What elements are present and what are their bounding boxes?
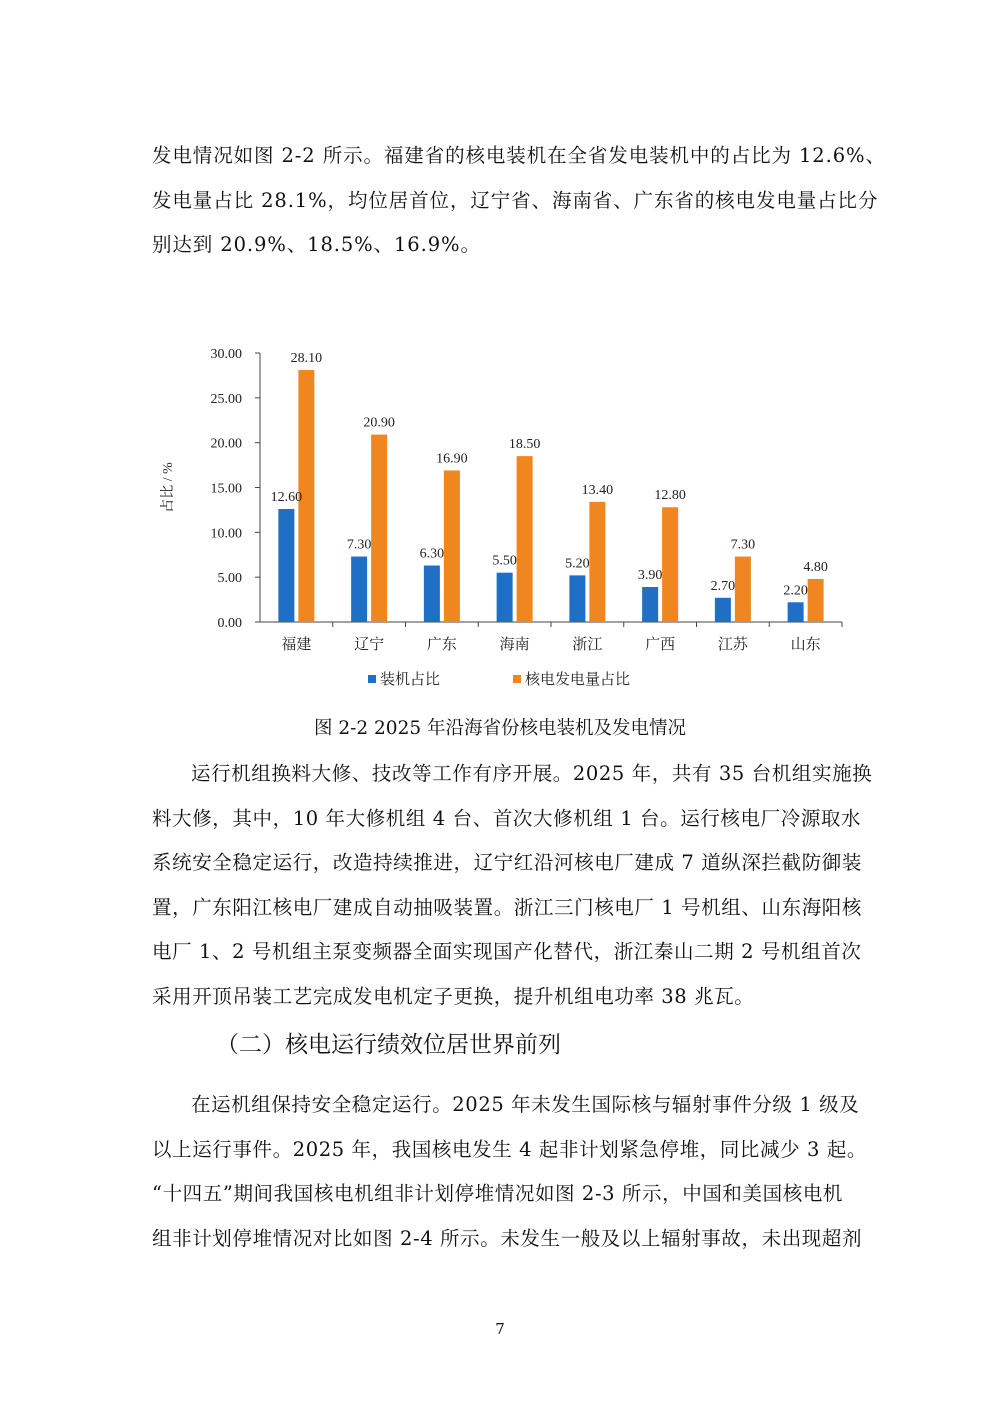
legend-label: 核电发电量占比	[525, 672, 631, 688]
paragraph-line: 发电情况如图 2-2 所示。福建省的核电装机在全省发电装机中的占比为 12.6%、	[152, 144, 886, 167]
x-tick-label: 山东	[790, 637, 821, 653]
paragraph-line: 采用开顶吊装工艺完成发电机定子更换，提升机组电功率 38 兆瓦。	[152, 984, 755, 1008]
paragraph-line: 发电量占比 28.1%，均位居首位，辽宁省、海南省、广东省的核电发电量占比分	[152, 188, 879, 212]
x-tick-label: 广东	[426, 637, 457, 653]
bar-generation	[808, 579, 824, 622]
paragraph-line: 置，广东阳江核电厂建成自动抽吸装置。浙江三门核电厂 1 号机组、山东海阳核	[152, 895, 863, 919]
legend-label: 装机占比	[380, 672, 441, 688]
y-tick-label: 20.00	[210, 436, 242, 452]
paragraph-line: 系统安全稳定运行，改造持续推进，辽宁红沿河核电厂建成 7 道纵深拦截防御装	[152, 851, 863, 874]
bar-installed-capacity	[569, 575, 585, 622]
data-label: 5.20	[565, 556, 590, 572]
data-label: 12.60	[270, 490, 303, 506]
paragraph-line: 在运机组保持安全稳定运行。2025 年未发生国际核与辐射事件分级 1 级及	[191, 1093, 860, 1116]
bar-chart	[150, 340, 850, 700]
data-label: 7.30	[346, 537, 372, 553]
x-tick-label: 海南	[499, 637, 530, 653]
x-tick-label: 福建	[281, 637, 312, 653]
figure-caption: 图 2-2 2025 年沿海省份核电装机及发电情况	[313, 718, 687, 739]
y-tick-label: 30.00	[210, 347, 242, 362]
x-tick-label: 辽宁	[354, 637, 385, 653]
bar-generation	[662, 507, 678, 622]
data-label: 18.50	[508, 437, 541, 453]
y-tick-label: 15.00	[210, 481, 242, 497]
data-label: 20.90	[363, 415, 395, 431]
body-paragraph-2	[152, 752, 873, 1019]
data-label: 13.40	[581, 482, 614, 498]
paragraph-line: “十四五”期间我国核电机组非计划停堆情况如图 2-3 所示，中国和美国核电机	[152, 1182, 844, 1205]
y-tick-label: 10.00	[210, 526, 242, 542]
bar-installed-capacity	[642, 587, 658, 622]
intro-paragraph	[152, 134, 886, 268]
bar-installed-capacity	[351, 557, 367, 622]
bar-generation	[735, 557, 751, 622]
data-label: 7.30	[730, 537, 756, 553]
data-label: 16.90	[436, 451, 468, 467]
x-tick-label: 浙江	[572, 637, 603, 653]
paragraph-line: 电厂 1、2 号机组主泵变频器全面实现国产化替代，浙江秦山二期 2 号机组首次	[152, 940, 862, 963]
paragraph-line: 组非计划停堆情况对比如图 2-4 所示。未发生一般及以上辐射事故，未出现超剂	[152, 1226, 863, 1250]
chart-bars	[278, 370, 823, 622]
bar-generation	[371, 435, 387, 622]
paragraph-line: 以上运行事件。2025 年，我国核电发生 4 起非计划紧急停堆，同比减少 3 起。	[152, 1137, 868, 1161]
data-label: 2.20	[783, 583, 808, 599]
data-label: 6.30	[419, 546, 445, 562]
section-heading: （二）核电运行绩效位居世界前列	[216, 1032, 561, 1058]
bar-installed-capacity	[424, 566, 440, 622]
x-tick-label: 广西	[645, 637, 676, 653]
y-tick-label: 25.00	[210, 391, 242, 407]
bar-installed-capacity	[788, 602, 804, 622]
chart-legend	[368, 670, 630, 688]
body-paragraph-3	[152, 1083, 868, 1261]
paragraph-line: 料大修，其中，10 年大修机组 4 台、首次大修机组 1 台。运行核电厂冷源取水	[152, 806, 862, 830]
page-number: 7	[495, 1320, 505, 1338]
data-label: 3.90	[637, 568, 663, 584]
paragraph-line: 运行机组换料大修、技改等工作有序开展。2025 年，共有 35 台机组实施换	[191, 762, 873, 785]
y-tick-label: 0.00	[217, 616, 242, 631]
y-axis-title: 占比 / %	[161, 462, 176, 513]
data-label: 2.70	[710, 578, 736, 594]
bar-generation	[589, 502, 605, 622]
legend-swatch	[513, 675, 521, 683]
data-label: 4.80	[803, 559, 828, 575]
y-tick-label: 5.00	[217, 571, 242, 587]
data-label: 12.80	[654, 488, 686, 504]
bar-installed-capacity	[278, 509, 294, 622]
bar-installed-capacity	[715, 598, 731, 622]
bar-generation	[517, 456, 533, 622]
legend-swatch	[368, 675, 376, 683]
x-tick-label: 江苏	[717, 637, 748, 653]
data-label: 28.10	[290, 351, 323, 367]
bar-generation	[444, 470, 460, 622]
bar-installed-capacity	[497, 573, 513, 622]
paragraph-line: 别达到 20.9%、18.5%、16.9%。	[152, 233, 481, 256]
data-label: 5.50	[492, 553, 517, 569]
